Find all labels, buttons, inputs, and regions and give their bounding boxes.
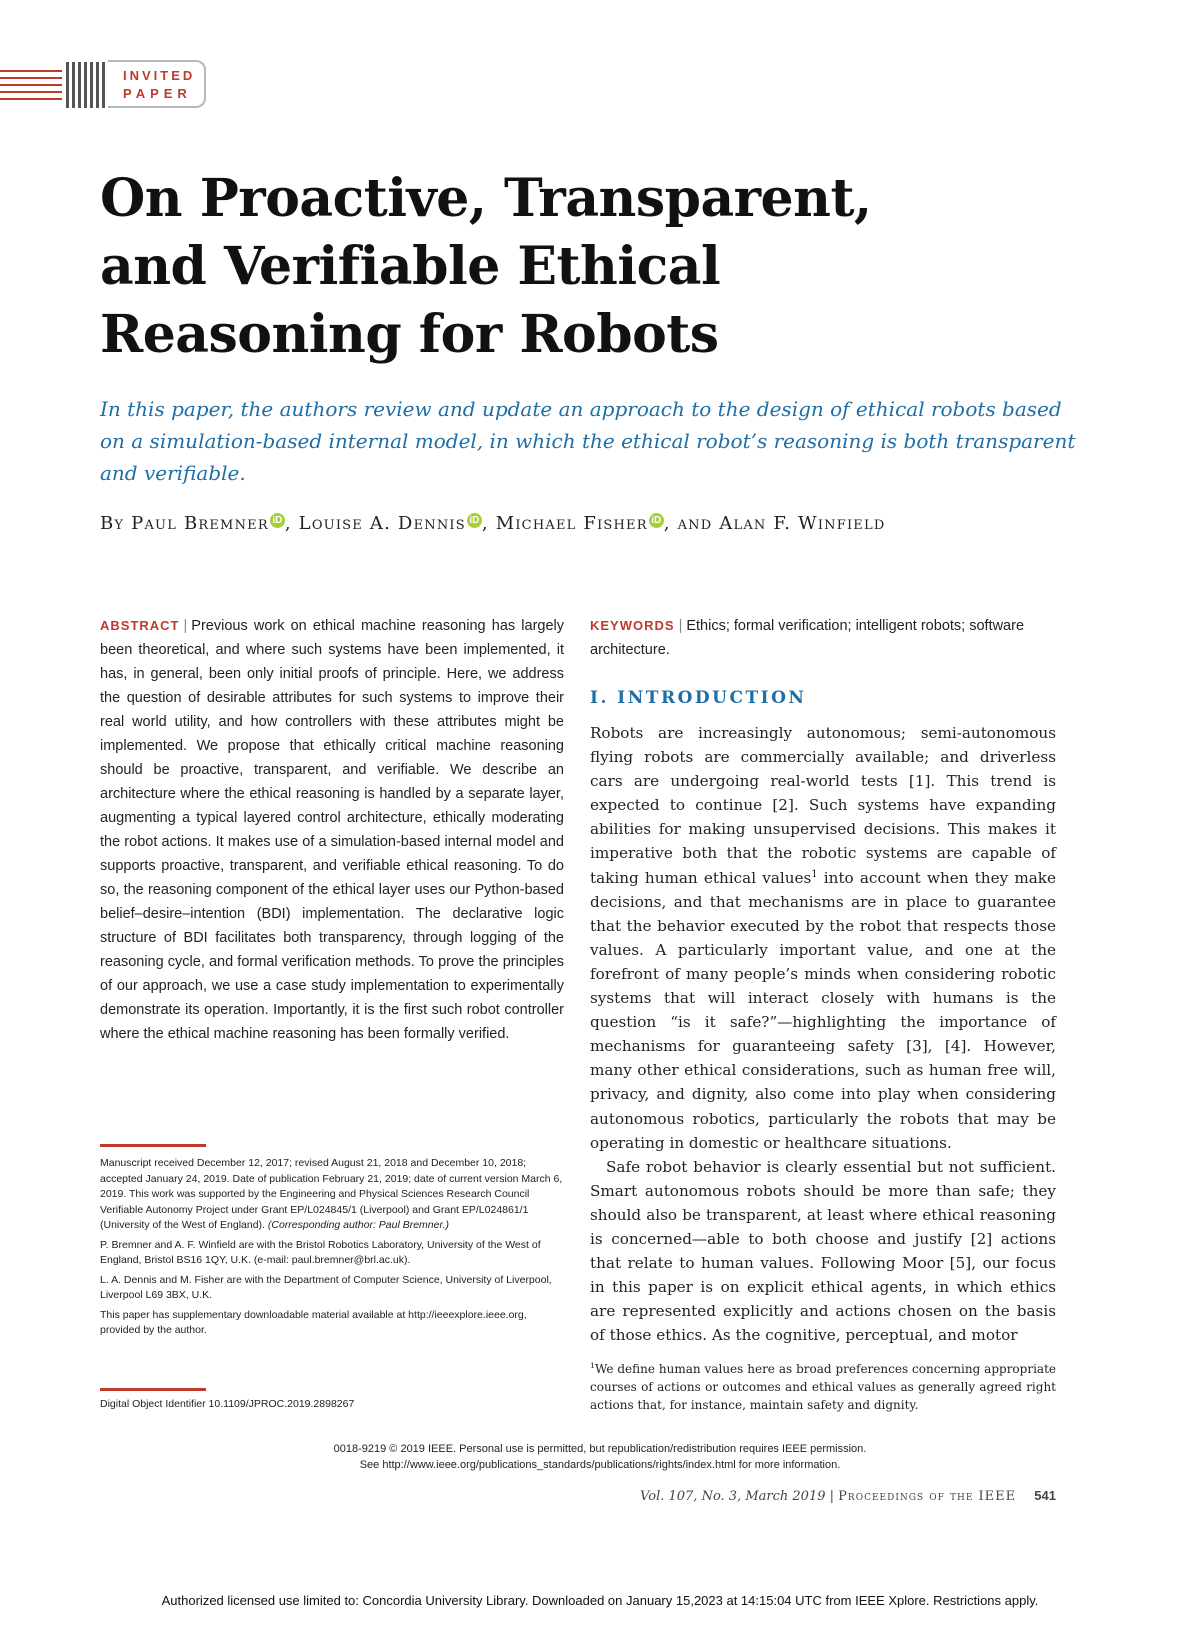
byline-separator: , (663, 513, 671, 534)
byline-prefix: By (100, 513, 125, 534)
section-number: I. (590, 688, 609, 708)
affiliation-note: P. Bremner and A. F. Winfield are with the Bristol Robotics Laboratory, University of the West of England, Bristol BS16 1QY, U.K. (e-mail: paul.bremner@brl.ac.uk). (100, 1238, 541, 1266)
label-divider: | (183, 618, 188, 634)
abstract-text: Previous work on ethical machine reasoning has largely been theoretical, and where such systems have been implemented, it has, in general, been only initial proofs of principle. Here, we address the question of desirable attributes for such systems to improve their real world utility, and how controllers with these attributes might be implemented. We propose that ethically critical machine reasoning should be proactive, transparent, and verifiable. We describe an architecture where the ethical reasoning is handled by a separate layer, augmenting a typical layered control architecture, ethically moderating the robot actions. It makes use of a simulation-based internal model and supports proactive, transparent, and verifiable ethical reasoning. To do so, the reasoning component of the ethical layer uses our Python-based belief–desire–intention (BDI) implementation. The declarative logic structure of BDI facilitates both transparency, through logging of the reasoning cycle, and formal verification methods. To prove the principles of our approach, we use a case study implementation to experimentally demonstrate its operation. Importantly, it is the first such robot controller where the ethical machine reasoning has been formally verified. (100, 618, 564, 1042)
corresponding-author-note: (Corresponding author: Paul Bremner.) (267, 1219, 450, 1231)
badge-line-1: INVITED (123, 68, 196, 83)
author-name: Louise A. Dennis (298, 513, 466, 534)
footnote-rule (100, 1144, 206, 1147)
copyright-line-1: 0018-9219 © 2019 IEEE. Personal use is permitted, but republication/redistribution requires IEEE permission. (333, 1443, 867, 1455)
footnote-mark: 1 (590, 1361, 595, 1370)
page-number: 541 (1034, 1488, 1056, 1503)
abstract-label: ABSTRACT (100, 618, 180, 633)
manuscript-note: Manuscript received December 12, 2017; revised August 21, 2018 and December 10, 2018; accepted January 24, 2019. Date of publication February 21, 2019; date of current version March 6, 2019. This work was supported by the Engineering and Physical Sciences Research Council Verifiable Autonomy Project under Grant EP/L024845/1 (Liverpool) and Grant EP/L024861/1 (University of the West of England). (100, 1157, 563, 1231)
paragraph (590, 721, 1056, 1155)
title-line-2: and Verifiable Ethical (100, 236, 721, 297)
manuscript-footnotes (100, 1156, 564, 1343)
footnote-ref[interactable]: 1 (811, 868, 818, 880)
author-name: Paul Bremner (131, 513, 269, 534)
invited-paper-stripes (0, 62, 110, 108)
keywords (590, 614, 1055, 662)
page-footer (640, 1488, 1056, 1504)
abstract (100, 614, 564, 1046)
footer-divider: | (829, 1489, 835, 1504)
section-heading (590, 688, 806, 708)
orcid-icon[interactable]: iD (649, 513, 664, 528)
paper-subtitle: In this paper, the authors review and update an approach to the design of ethical robots based on a simulation-based internal model, in which the ethical robot’s reasoning is both transparent and verifiable. (100, 397, 1076, 485)
journal-name: Proceedings of the IEEE (838, 1489, 1017, 1504)
doi-rule (100, 1388, 206, 1391)
copyright-notice (0, 1441, 1200, 1473)
volume-info: Vol. 107, No. 3, March 2019 (640, 1489, 826, 1504)
badge-line-2: PAPER (123, 86, 192, 101)
footnote-text: We define human values here as broad preferences concerning appropriate courses of actions or outcomes and ethical values as generally agreed right actions that, for instance, maintain safety and dignity. (590, 1362, 1056, 1412)
introduction-body (590, 721, 1056, 1347)
author-byline (100, 513, 1100, 534)
title-line-3: Reasoning for Robots (100, 304, 719, 365)
section-title: INTRODUCTION (617, 688, 807, 708)
keywords-label: KEYWORDS (590, 618, 675, 633)
byline-separator: , (284, 513, 292, 534)
byline-separator: , (481, 513, 489, 534)
orcid-icon[interactable]: iD (270, 513, 285, 528)
author-name: Alan F. Winfield (719, 513, 886, 534)
paper-title (100, 165, 1100, 369)
keywords-text: Ethics; formal verification; intelligent robots; software architecture. (590, 618, 1025, 658)
orcid-icon[interactable]: iD (467, 513, 482, 528)
paragraph: Safe robot behavior is clearly essential but not sufficient. Smart autonomous robots should be more than safe; they should also be transparent, at least where ethical reasoning is concerned—able to both choose and justify [2] actions that relate to human values. Following Moor [5], our focus in this paper is on explicit ethical agents, in which ethics are represented explicitly and actions chosen on the basis of those ethics. As the cognitive, perceptual, and motor (590, 1157, 1056, 1345)
byline-and: and (677, 513, 713, 534)
paragraph-text: Robots are increasingly autonomous; semi-autonomous flying robots are commercially available; and driverless cars are undergoing real-world tests [1]. This trend is expected to continue [2]. Such systems have expanding abilities for making unsupervised decisions. This makes it imperative both that the robotic systems are capable of taking human ethical values (590, 724, 1056, 887)
label-divider: | (678, 618, 683, 634)
doi-identifier: Digital Object Identifier 10.1109/JPROC.2019.2898267 (100, 1398, 355, 1410)
author-name: Michael Fisher (495, 513, 648, 534)
supplementary-note: This paper has supplementary downloadable material available at http://ieeexplore.ieee.org, provided by the author. (100, 1308, 527, 1336)
paragraph-text: into account when they make decisions, and that mechanisms are in place to guarantee that the behavior executed by the robot that respects those values. A particularly important value, and one at the forefront of many people’s minds when considering robotic systems that will interact closely with humans is the question “is it safe?”—highlighting the importance of mechanisms for guaranteeing safety [3], [4]. However, many other ethical considerations, such as human free will, privacy, and dignity, also come into play when considering autonomous robotics, particularly the robots that may be operating in domestic or healthcare situations. (590, 868, 1056, 1152)
title-line-1: On Proactive, Transparent, (100, 168, 872, 229)
affiliation-note: L. A. Dennis and M. Fisher are with the Department of Computer Science, University of Liverpool, Liverpool L69 3BX, U.K. (100, 1273, 552, 1301)
invited-paper-label (123, 67, 195, 103)
footnote-1 (590, 1360, 1056, 1414)
copyright-line-2: See http://www.ieee.org/publications_standards/publications/rights/index.html for more information. (359, 1459, 841, 1471)
authorized-use-notice: Authorized licensed use limited to: Concordia University Library. Downloaded on January 15,2023 at 14:15:04 UTC from IEEE Xplore. Restrictions apply. (161, 1593, 1039, 1608)
